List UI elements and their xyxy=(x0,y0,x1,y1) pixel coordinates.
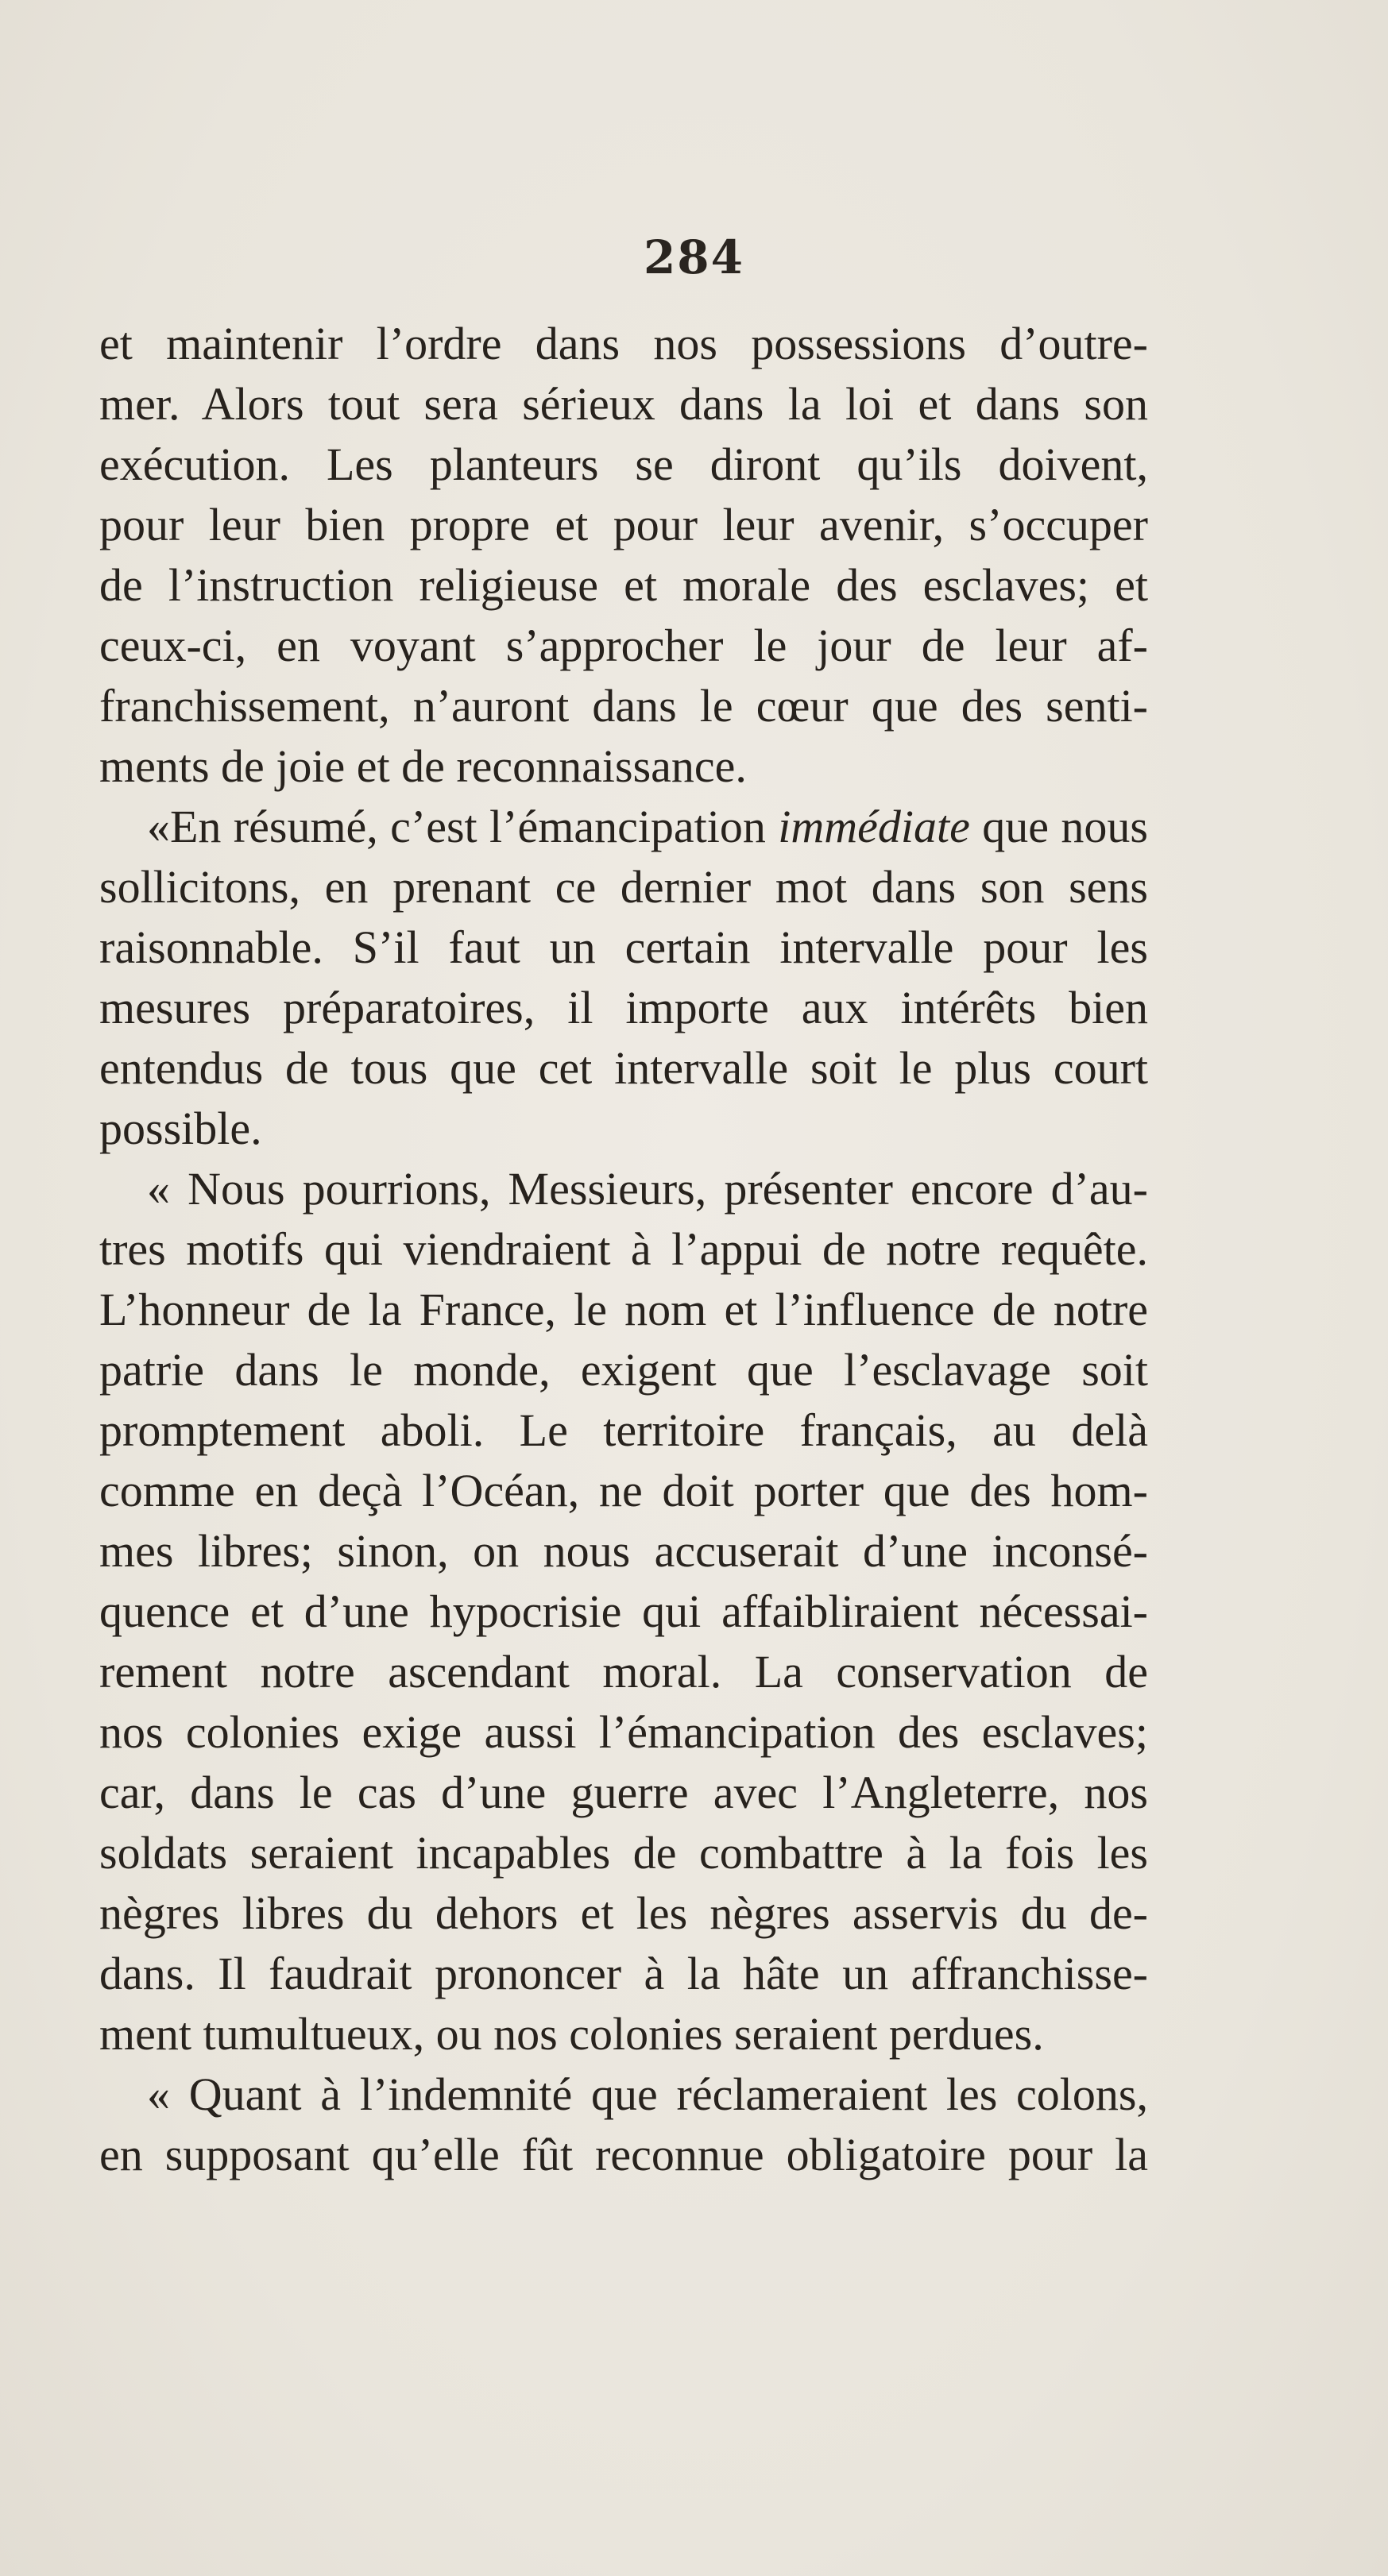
text-line: quence et d’une hypocrisie qui affaibliraient nécessai- xyxy=(99,1585,1148,1637)
text-line: exécution. Les planteurs se diront qu’ils doivent, xyxy=(99,438,1148,490)
text-line: dans. Il faudrait prononcer à la hâte un affranchisse- xyxy=(99,1948,1148,1999)
text-line: patrie dans le monde, exigent que l’esclavage soit xyxy=(99,1344,1148,1396)
text-line: mes libres; sinon, on nous accuserait d’une inconsé- xyxy=(99,1525,1148,1577)
text-line: pour leur bien propre et pour leur avenir, s’occuper xyxy=(99,499,1148,550)
text-line: ceux-ci, en voyant s’approcher le jour de leur af- xyxy=(99,620,1148,671)
text-line: « Nous pourrions, Messieurs, présenter encore d’au- xyxy=(147,1163,1148,1215)
body-text xyxy=(99,314,1148,2185)
text-line: « Quant à l’indemnité que réclameraient les colons, xyxy=(147,2068,1148,2120)
text-line: L’honneur de la France, le nom et l’influence de notre xyxy=(99,1284,1148,1335)
text-line: rement notre ascendant moral. La conservation de xyxy=(99,1646,1148,1697)
text-line: et maintenir l’ordre dans nos possessions d’outre- xyxy=(99,318,1148,369)
text-run: «En résumé, c’est l’émancipation xyxy=(147,801,779,852)
text-line: ments de joie et de reconnaissance. xyxy=(99,740,747,792)
text-line: ment tumultueux, ou nos colonies seraient perdues. xyxy=(99,2008,1044,2060)
text-line: promptement aboli. Le territoire français, au delà xyxy=(99,1404,1148,1456)
text-line: sollicitons, en prenant ce dernier mot dans son sens xyxy=(99,861,1148,913)
text-line: nègres libres du dehors et les nègres asservis du de- xyxy=(99,1887,1148,1939)
text-line: en supposant qu’elle fût reconnue obligatoire pour la xyxy=(99,2129,1148,2180)
text-line: entendus de tous que cet intervalle soit le plus court xyxy=(99,1042,1148,1094)
page-number: 284 xyxy=(643,230,745,284)
text-run: que nous xyxy=(969,801,1148,852)
text-line: nos colonies exige aussi l’émancipation des esclaves; xyxy=(99,1706,1148,1758)
text-line: tres motifs qui viendraient à l’appui de notre requête. xyxy=(99,1223,1148,1275)
text-line: franchissement, n’auront dans le cœur que des senti- xyxy=(99,680,1148,732)
italic-text-run: immédiate xyxy=(778,801,970,852)
text-line: de l’instruction religieuse et morale des esclaves; et xyxy=(99,559,1148,611)
text-line: comme en deçà l’Océan, ne doit porter que des hom- xyxy=(99,1465,1148,1516)
text-line: car, dans le cas d’une guerre avec l’Angleterre, nos xyxy=(99,1767,1148,1818)
text-line: mesures préparatoires, il importe aux intérêts bien xyxy=(99,982,1148,1033)
text-line: soldats seraient incapables de combattre à la fois les xyxy=(99,1827,1148,1879)
text-line: possible. xyxy=(99,1103,262,1154)
text-line: mer. Alors tout sera sérieux dans la loi et dans son xyxy=(99,378,1148,430)
text-line: raisonnable. S’il faut un certain intervalle pour les xyxy=(99,921,1148,973)
text-line xyxy=(99,797,1148,857)
